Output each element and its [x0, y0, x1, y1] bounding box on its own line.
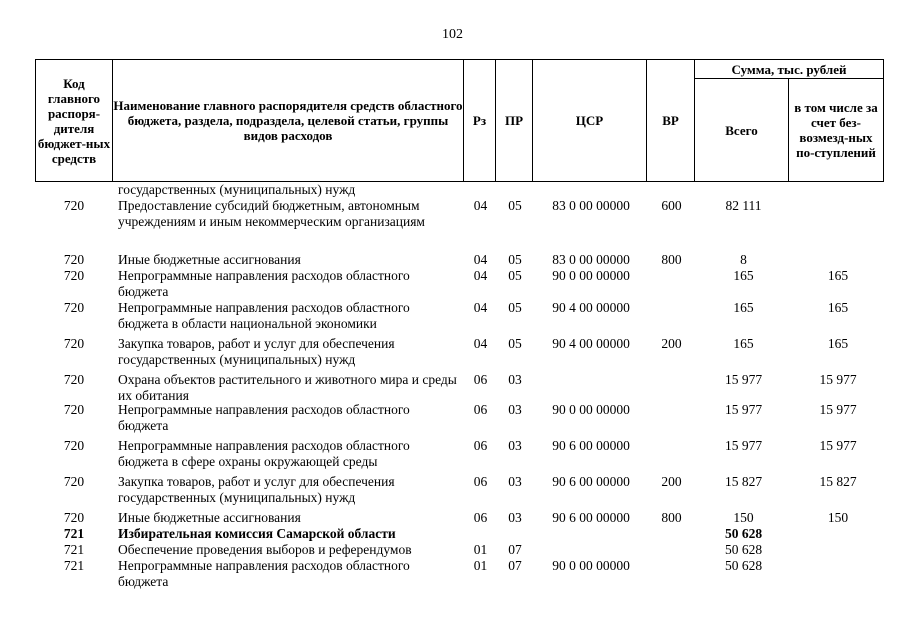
- row-rz: 01: [473, 542, 488, 557]
- row-rz: 04: [473, 252, 488, 267]
- row-csr: 90 6 00 00000: [552, 474, 630, 489]
- row-rz: 04: [473, 300, 488, 315]
- header-total: Всего: [695, 79, 789, 182]
- row-name: государственных (муниципальных) нужд: [118, 182, 356, 197]
- row-free: 15 977: [819, 438, 857, 453]
- table-row: [0, 182, 905, 198]
- row-code: 720: [63, 252, 85, 267]
- row-total: 8: [740, 252, 747, 267]
- row-total: 165: [733, 268, 754, 283]
- row-code: 720: [63, 402, 85, 417]
- table-row: [0, 268, 905, 300]
- row-total: 165: [733, 300, 754, 315]
- row-vr: 600: [661, 198, 682, 213]
- header-pr: ПР: [496, 60, 533, 182]
- row-rz: 06: [473, 474, 488, 489]
- row-name: Непрограммные направления расходов областного бюджета в области национальной экономики: [118, 300, 410, 331]
- row-csr: 90 0 00 00000: [552, 402, 630, 417]
- row-pr: 03: [508, 510, 522, 525]
- row-name: Предоставление субсидий бюджетным, автономным учреждениям и иным некоммерческим организациям: [118, 198, 425, 229]
- table-row: [0, 198, 905, 252]
- row-code: 720: [63, 300, 85, 315]
- table-row: [0, 474, 905, 510]
- row-code: 720: [63, 268, 85, 283]
- row-code: 720: [63, 198, 85, 213]
- row-rz: 01: [473, 558, 488, 573]
- row-name: Обеспечение проведения выборов и референдумов: [118, 542, 412, 557]
- page-number: 102: [442, 27, 463, 42]
- row-rz: 04: [473, 268, 488, 283]
- row-pr: 03: [508, 438, 522, 453]
- table-row: [0, 526, 905, 542]
- row-vr: 800: [661, 510, 682, 525]
- table-row: [0, 558, 905, 590]
- row-pr: 05: [508, 336, 522, 351]
- row-csr: 83 0 00 00000: [552, 198, 630, 213]
- row-pr: 03: [508, 402, 522, 417]
- row-vr: 800: [661, 252, 682, 267]
- row-csr: 90 0 00 00000: [552, 268, 630, 283]
- header-vr: ВР: [647, 60, 695, 182]
- row-rz: 06: [473, 510, 488, 525]
- row-total: 50 628: [724, 526, 763, 541]
- row-pr: 05: [508, 300, 522, 315]
- table-row: [0, 300, 905, 336]
- row-total: 82 111: [725, 198, 762, 213]
- table-row: [0, 438, 905, 474]
- row-csr: 83 0 00 00000: [552, 252, 630, 267]
- table-row: [0, 336, 905, 372]
- row-rz: 04: [473, 198, 488, 213]
- table-row: [0, 372, 905, 402]
- row-total: 165: [733, 336, 754, 351]
- row-free: 15 977: [819, 372, 857, 387]
- row-total: 50 628: [724, 542, 763, 557]
- header-code: Код главного распоря-дителя бюджет-ных средств: [36, 60, 113, 182]
- row-name: Непрограммные направления расходов областного бюджета: [118, 558, 410, 589]
- row-rz: 04: [473, 336, 488, 351]
- row-free: 165: [827, 300, 849, 315]
- row-name: Непрограммные направления расходов областного бюджета: [118, 402, 410, 433]
- row-name: Закупка товаров, работ и услуг для обеспечения государственных (муниципальных) нужд: [118, 336, 395, 367]
- row-pr: 05: [508, 268, 522, 283]
- table-header: [35, 59, 884, 182]
- row-pr: 07: [508, 558, 522, 573]
- row-rz: 06: [473, 372, 488, 387]
- row-csr: 90 4 00 00000: [552, 336, 630, 351]
- row-code: 720: [63, 336, 85, 351]
- row-code: 720: [63, 510, 85, 525]
- row-free: 15 977: [819, 402, 857, 417]
- header-rz: Рз: [464, 60, 496, 182]
- row-free: 165: [827, 268, 849, 283]
- row-code: 721: [63, 542, 85, 557]
- row-total: 15 827: [724, 474, 763, 489]
- header-name: Наименование главного распорядителя средств областного бюджета, раздела, подраздела, целевой статьи, группы видов расходов: [113, 60, 464, 182]
- row-pr: 07: [508, 542, 522, 557]
- row-csr: 90 6 00 00000: [552, 438, 630, 453]
- header-free: в том числе за счет без-возмезд-ных по-ступлений: [789, 79, 884, 182]
- row-name: Охрана объектов растительного и животного мира и среды их обитания: [118, 372, 457, 403]
- header-sum-group: Сумма, тыс. рублей: [695, 60, 884, 79]
- row-rz: 06: [473, 402, 488, 417]
- row-vr: 200: [661, 336, 682, 351]
- row-free: 165: [827, 336, 849, 351]
- table-row: [0, 510, 905, 526]
- header-csr: ЦСР: [533, 60, 647, 182]
- row-code: 720: [63, 438, 85, 453]
- row-code: 721: [63, 526, 85, 541]
- row-free: 15 827: [819, 474, 857, 489]
- row-total: 15 977: [724, 402, 763, 417]
- row-pr: 03: [508, 372, 522, 387]
- row-code: 720: [63, 372, 85, 387]
- row-name: Непрограммные направления расходов областного бюджета: [118, 268, 410, 299]
- row-pr: 05: [508, 198, 522, 213]
- row-code: 720: [63, 474, 85, 489]
- row-pr: 03: [508, 474, 522, 489]
- table-row: [0, 252, 905, 268]
- row-rz: 06: [473, 438, 488, 453]
- row-vr: 200: [661, 474, 682, 489]
- row-total: 15 977: [724, 438, 763, 453]
- table-row: [0, 402, 905, 438]
- row-total: 15 977: [724, 372, 763, 387]
- row-total: 150: [733, 510, 754, 525]
- row-code: 721: [63, 558, 85, 573]
- row-csr: 90 4 00 00000: [552, 300, 630, 315]
- row-csr: 90 0 00 00000: [552, 558, 630, 573]
- row-pr: 05: [508, 252, 522, 267]
- table-body: [0, 182, 905, 590]
- row-name: Иные бюджетные ассигнования: [118, 252, 301, 267]
- row-name: Закупка товаров, работ и услуг для обеспечения государственных (муниципальных) нужд: [118, 474, 395, 505]
- row-total: 50 628: [724, 558, 763, 573]
- row-free: 150: [827, 510, 849, 525]
- row-csr: 90 6 00 00000: [552, 510, 630, 525]
- row-name: Непрограммные направления расходов областного бюджета в сфере охраны окружающей среды: [118, 438, 410, 469]
- row-name: Избирательная комиссия Самарской области: [118, 526, 396, 541]
- table-row: [0, 542, 905, 558]
- row-name: Иные бюджетные ассигнования: [118, 510, 301, 525]
